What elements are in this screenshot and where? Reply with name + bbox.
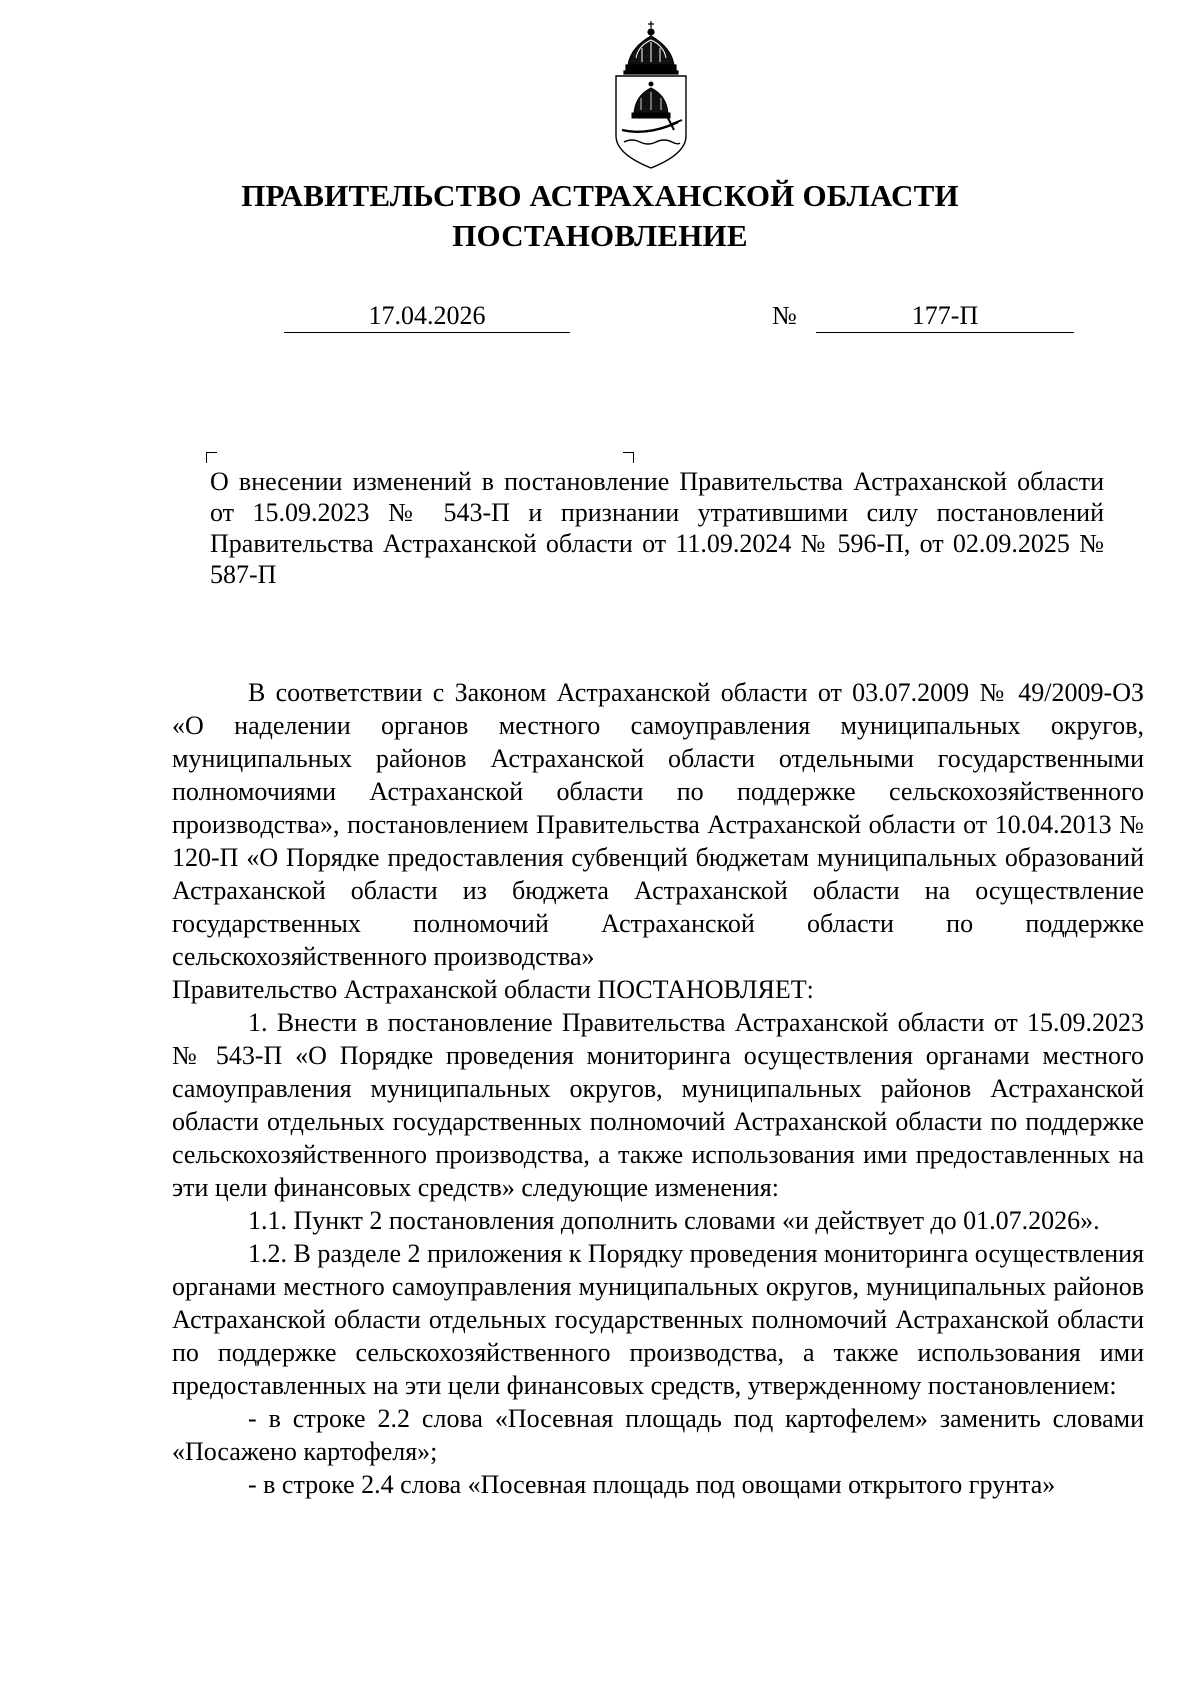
item-1-paragraph: 1. Внести в постановление Правительства Астраханской области от 15.09.2023 № 543-П «О Порядке проведения мониторинга осуществления органами местного самоуправления муниципальных округов, муниципальных районов Астраханской области отдельных государственных полномочий Астраханской области по поддержке сельскохозяйственного производства, а также использования ими предоставленных на эти цели финансовых средств» следующие изменения: (172, 1008, 1144, 1202)
resolution-statement: Правительство Астраханской области ПОСТАНОВЛЯЕТ: (172, 975, 814, 1004)
preamble-paragraph: В соответствии с Законом Астраханской области от 03.07.2009 № 49/2009-ОЗ «О наделении органов местного самоуправления муниципальных округов, муниципальных районов Астраханской области отдельными государственными полномочиями Астраханской области по поддержке сельскохозяйственного производства», постановлением Правительства Астраханской области от 10.04.2013 № 120-П «О Порядке предоставления субвенций бюджетам муниципальных образований Астраханской области из бюджета Астраханской области на осуществление государственных полномочий Астраханской области по поддержке сельскохозяйственного производства» (172, 678, 1144, 971)
subject-corner-mark-left (206, 452, 217, 463)
document-number: 177-П (816, 300, 1074, 333)
document-type: ПОСТАНОВЛЕНИЕ (452, 218, 748, 253)
item-1-2-paragraph: 1.2. В разделе 2 приложения к Порядку проведения мониторинга осуществления органами местного самоуправления муниципальных округов, муниципальных районов Астраханской области отдельных государственных полномочий Астраханской области по поддержке сельскохозяйственного производства, а также использования ими предоставленных на эти цели финансовых средств, утвержденному постановлением: (172, 1239, 1144, 1400)
dash-item-1: - в строке 2.2 слова «Посевная площадь под картофелем» заменить словами «Посажено картофеля»; (172, 1404, 1144, 1466)
item-1-1-paragraph: 1.1. Пункт 2 постановления дополнить словами «и действует до 01.07.2026». (248, 1206, 1100, 1235)
document-body (172, 676, 1144, 1501)
organization-title: ПРАВИТЕЛЬСТВО АСТРАХАНСКОЙ ОБЛАСТИ (241, 178, 959, 213)
document-subject: О внесении изменений в постановление Правительства Астраханской области от 15.09.2023 № 543-П и признании утратившими силу постановлений Правительства Астраханской области от 11.09.2024 № 596-П, от 02.09.2025 № 587-П (210, 467, 1104, 589)
subject-corner-mark-right (623, 452, 634, 463)
document-date: 17.04.2026 (284, 300, 570, 333)
coat-of-arms-icon (608, 18, 694, 170)
number-sign: № (772, 301, 797, 330)
dash-item-2: - в строке 2.4 слова «Посевная площадь под овощами открытого грунта» (248, 1470, 1056, 1499)
